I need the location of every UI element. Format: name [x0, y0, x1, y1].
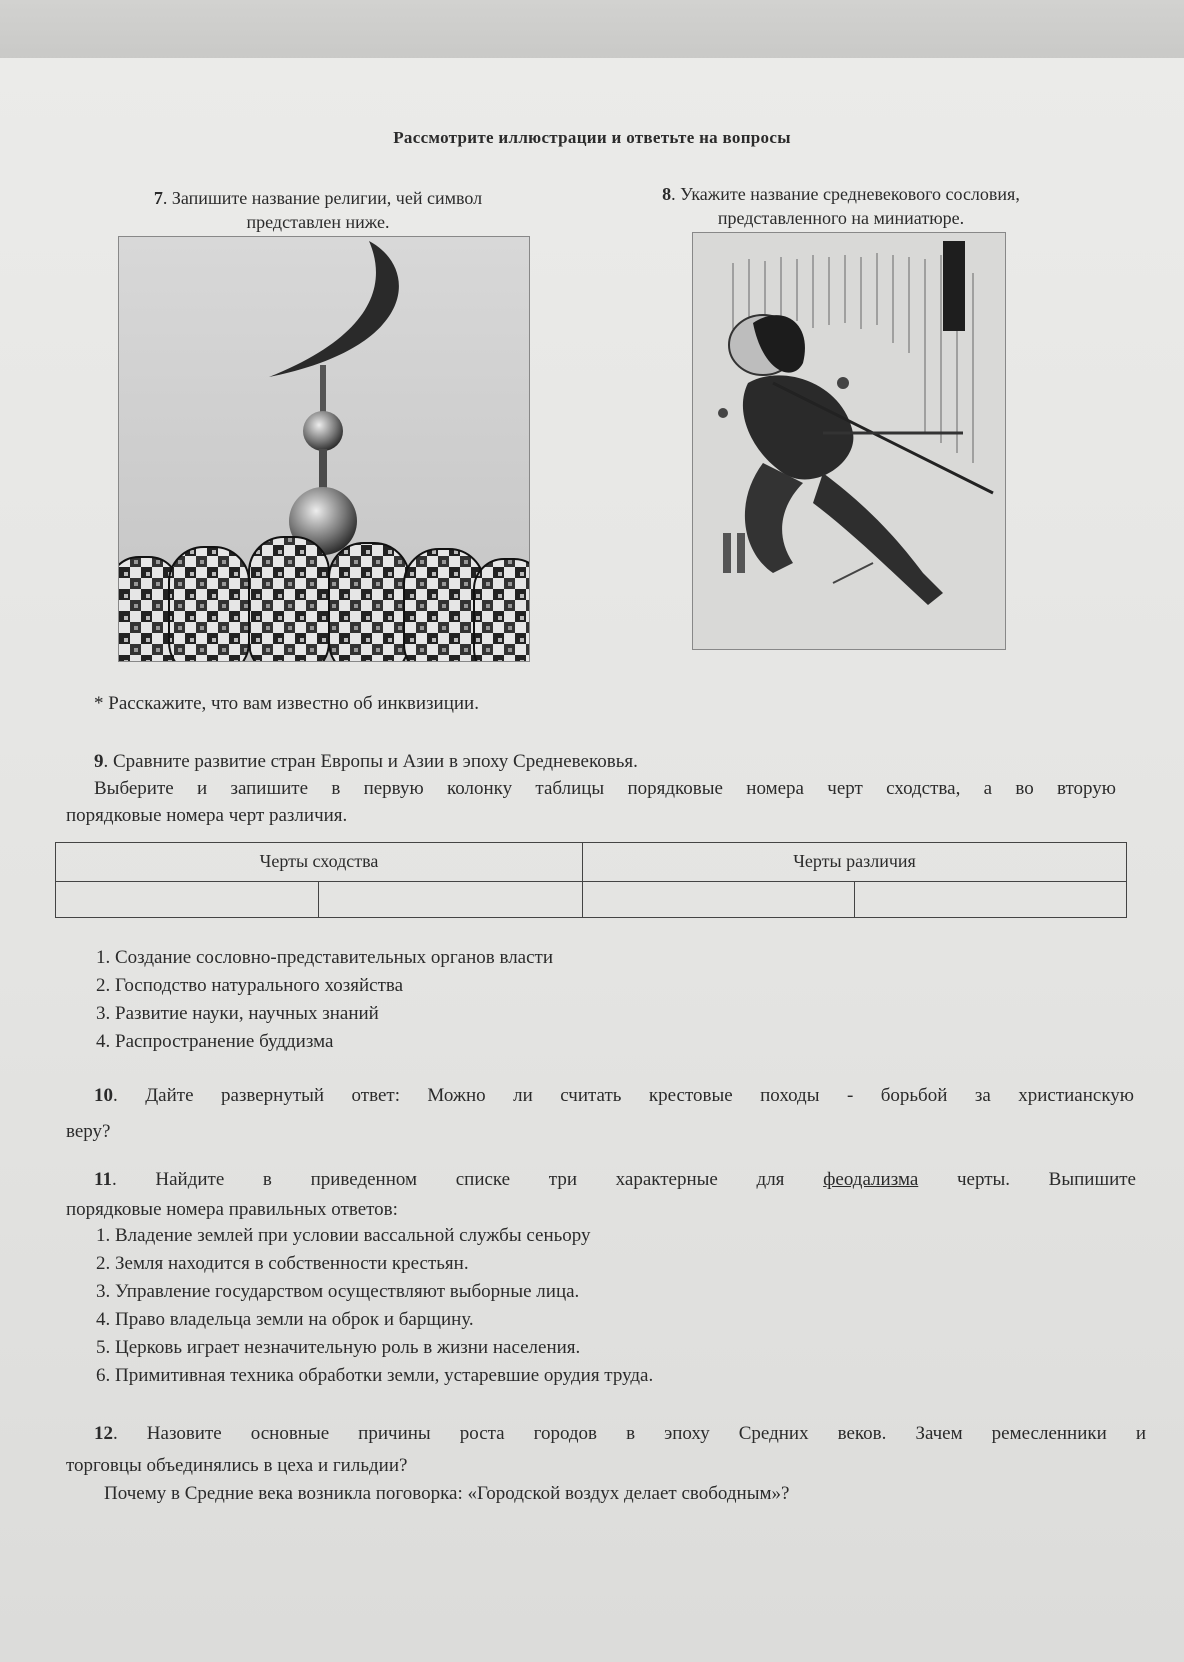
column-differences-header: Черты различия	[583, 843, 1127, 882]
question-11-text-b: черты. Выпишите	[918, 1169, 1136, 1190]
list-item: 6. Примитивная техника обработки земли, устаревшие орудия труда.	[96, 1365, 654, 1386]
question-9-line1	[94, 748, 1114, 775]
list-item: 1. Владение землей при условии вассальной службы сеньору	[96, 1225, 591, 1246]
question-7-line2: представлен ниже.	[246, 212, 390, 232]
question-12-line3: Почему в Средние века возникла поговорка: «Городской воздух делает свободным»?	[104, 1483, 790, 1504]
question-9-list	[96, 944, 553, 1056]
question-9-intro: . Сравните развитие стран Европы и Азии в эпоху Средневековья.	[103, 751, 638, 772]
question-10-number: 10	[94, 1085, 113, 1106]
question-8-line2: представленного на миниатюре.	[717, 208, 965, 228]
question-11-underlined-term: феодализма	[823, 1169, 919, 1190]
question-12-line2: торговцы объединялись в цеха и гильдии?	[66, 1455, 408, 1476]
background-strip	[0, 0, 1184, 60]
column-similarities-header: Черты сходства	[56, 843, 583, 882]
answer-cell[interactable]	[56, 881, 319, 918]
answer-cell[interactable]	[319, 881, 583, 918]
answer-cell[interactable]	[583, 881, 855, 918]
question-7-text	[78, 186, 558, 234]
question-10-text: . Дайте развернутый ответ: Можно ли считать крестовые походы - борьбой за христианскую	[113, 1085, 1134, 1106]
list-item: 3. Управление государством осуществляют выборные лица.	[96, 1281, 580, 1302]
question-12-line1	[94, 1420, 1146, 1447]
question-11-line2: порядковые номера правильных ответов:	[66, 1199, 398, 1220]
question-12-text: . Назовите основные причины роста городов в эпоху Средних веков. Зачем ремесленники и	[113, 1423, 1146, 1444]
list-item: 1. Создание сословно-представительных органов власти	[96, 947, 554, 968]
comparison-table	[55, 842, 1127, 918]
question-8-line1: . Укажите название средневекового сословия,	[671, 184, 1020, 204]
answer-cell[interactable]	[854, 881, 1126, 918]
question-11-number: 11	[94, 1169, 112, 1190]
list-item: 4. Право владельца земли на оброк и барщину.	[96, 1309, 474, 1330]
question-11-text-a: . Найдите в приведенном списке три характерные для	[111, 1169, 824, 1190]
question-12-number: 12	[94, 1423, 113, 1444]
list-item: 3. Развитие науки, научных знаний	[96, 1003, 379, 1024]
question-11-line1	[94, 1166, 1136, 1193]
question-9-number: 9	[94, 751, 104, 772]
question-8-text	[596, 182, 1086, 230]
question-10-line2: веру?	[66, 1121, 111, 1142]
page-title: Рассмотрите иллюстрации и ответьте на вопросы	[393, 128, 791, 147]
question-11-list	[96, 1222, 653, 1390]
crescent-minaret-image	[118, 236, 530, 662]
list-item: 2. Господство натурального хозяйства	[96, 975, 404, 996]
question-7-line1: . Запишите название религии, чей символ	[162, 188, 483, 208]
inquisition-question: * Расскажите, что вам известно об инквизиции.	[94, 693, 479, 714]
samurai-miniature-image	[692, 232, 1006, 650]
question-8-number: 8	[662, 184, 672, 204]
question-7-number: 7	[153, 188, 163, 208]
question-9-line3: порядковые номера черт различия.	[66, 805, 348, 826]
list-item: 4. Распространение буддизма	[96, 1031, 334, 1052]
question-9-line2: Выберите и запишите в первую колонку таблицы порядковые номера черт сходства, а во вторую	[94, 778, 1116, 799]
list-item: 5. Церковь играет незначительную роль в жизни населения.	[96, 1337, 581, 1358]
list-item: 2. Земля находится в собственности крестьян.	[96, 1253, 469, 1274]
question-10-line1	[94, 1082, 1134, 1109]
